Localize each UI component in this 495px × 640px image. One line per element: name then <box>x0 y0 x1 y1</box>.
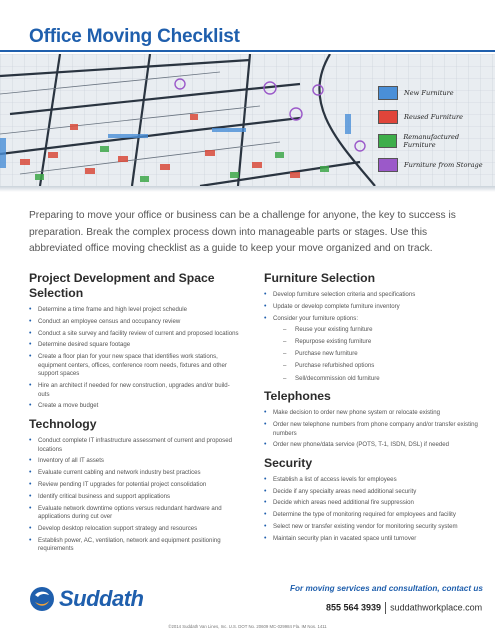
list-item: • Hire an architect if needed for new construction, upgrades and/or build-outs <box>29 382 241 399</box>
list-item: • Establish a list of access levels for employees <box>264 476 479 485</box>
furniture-legend <box>378 86 490 174</box>
security-list <box>264 476 479 544</box>
fine-print: ©2014 Suddath Van Lines, Inc. U.S. DOT No. 20609 MC-029984 Fla. IM Nos. 1411 <box>168 624 327 629</box>
list-item: • Maintain security plan in vacated space until turnover <box>264 535 479 544</box>
legend-item-reused <box>378 110 463 124</box>
list-item: • Determine the type of monitoring required for employees and facility <box>264 511 479 520</box>
list-item: • Inventory of all IT assets <box>29 457 241 466</box>
list-item: • Create a move budget <box>29 402 241 411</box>
furniture-list <box>264 291 479 383</box>
section-heading-security: Security <box>264 455 313 470</box>
furniture-options-list <box>273 326 479 383</box>
list-item: • Update or develop complete furniture inventory <box>264 303 479 312</box>
legend-item-remanufactured <box>378 134 490 148</box>
list-item: • Establish power, AC, ventilation, network and equipment positioning requirements <box>29 537 241 554</box>
list-item: • Conduct a site survey and facility review of current and proposed locations <box>29 330 241 339</box>
section-heading-furniture: Furniture Selection <box>264 271 376 285</box>
legend-swatch <box>378 86 398 100</box>
contact-call-to-action: For moving services and consultation, contact us <box>290 584 483 593</box>
contact-divider <box>385 602 386 614</box>
suddath-logo <box>29 586 144 612</box>
section-heading-technology: Technology <box>29 417 97 432</box>
project-list <box>29 306 241 411</box>
phone-number[interactable]: 855 564 3939 <box>326 602 382 613</box>
floor-plan-fade <box>0 186 495 192</box>
sub-list-item: – Sell/decommission old furniture <box>273 375 479 384</box>
list-item: • Develop furniture selection criteria and specifications <box>264 291 479 300</box>
list-item: • Identify critical business and support applications <box>29 493 241 502</box>
list-item: • Evaluate network downtime options versus redundant hardware and applications during cut over <box>29 505 241 522</box>
website-link[interactable]: suddathworkplace.com <box>390 602 483 613</box>
logo-wordmark: Suddath <box>59 586 144 611</box>
sub-list-item: – Purchase refurbished options <box>273 362 479 371</box>
telephones-list <box>264 409 479 450</box>
sub-list-item: – Purchase new furniture <box>273 350 479 359</box>
sub-list-item: – Reuse your existing furniture <box>273 326 479 335</box>
left-column <box>29 271 241 560</box>
contact-info <box>326 602 482 614</box>
logo-mark-icon <box>29 586 55 612</box>
legend-label: New Furniture <box>404 89 454 97</box>
technology-list <box>29 437 241 554</box>
list-item: • Select new or transfer existing vendor for monitoring security system <box>264 523 479 532</box>
list-item: • Conduct complete IT infrastructure assessment of current and proposed locations <box>29 437 241 454</box>
section-heading-project: Project Development and Space Selection <box>29 271 215 300</box>
section-heading-telephones: Telephones <box>264 389 331 404</box>
list-item: • Order new phone/data service (POTS, T-1, ISDN, DSL) if needed <box>264 441 479 450</box>
list-item: • Make decision to order new phone system or relocate existing <box>264 409 479 418</box>
list-item-text: Consider your furniture options: <box>273 314 359 322</box>
list-item: • Determine a time frame and high level project schedule <box>29 306 241 315</box>
legend-label: Reused Furniture <box>404 113 463 121</box>
list-item: • Determine desired square footage <box>29 341 241 350</box>
list-item: • Review pending IT upgrades for potential project consolidation <box>29 481 241 490</box>
right-column <box>264 271 479 549</box>
title-rule <box>0 50 495 52</box>
page-title: Office Moving Checklist <box>29 26 240 47</box>
list-item: • Order new telephone numbers from phone company and/or transfer existing numbers <box>264 421 479 438</box>
list-item: • Decide which areas need additional fire suppression <box>264 499 479 508</box>
legend-swatch <box>378 158 398 172</box>
intro-paragraph: Preparing to move your office or business can be a challenge for anyone, the key to success is preparation. Break the complex process down into manageable parts or stages. Use this abbreviated office moving checklist as a guide to keep your move organized and on track. <box>29 210 456 254</box>
legend-item-storage <box>378 158 483 172</box>
legend-label: Furniture from Storage <box>404 161 483 169</box>
legend-swatch <box>378 110 398 124</box>
sub-list-item: – Repurpose existing furniture <box>273 338 479 347</box>
list-item: • Develop desktop relocation support strategy and resources <box>29 525 241 534</box>
legend-swatch <box>378 134 397 148</box>
legend-label: Remanufactured Furniture <box>403 133 460 149</box>
list-item: • Decide if any specialty areas need additional security <box>264 488 479 497</box>
list-item <box>264 315 479 384</box>
list-item: • Evaluate current cabling and network industry best practices <box>29 469 241 478</box>
list-item: • Create a floor plan for your new space that identifies work stations, equipment centers, offices, conference room needs, fixtures and other support spaces <box>29 353 241 379</box>
legend-item-new <box>378 86 454 100</box>
list-item: • Conduct an employee census and occupancy review <box>29 318 241 327</box>
